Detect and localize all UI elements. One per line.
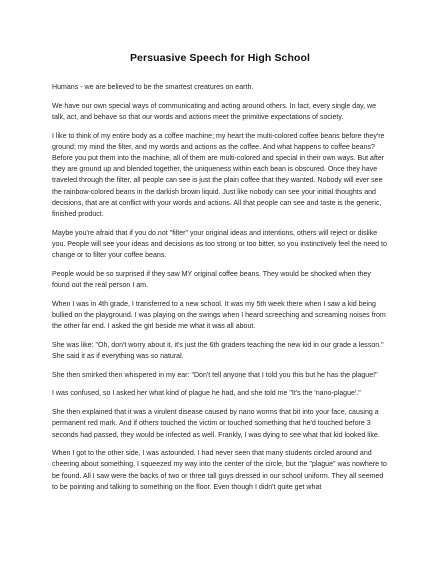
paragraph: People would be so surprised if they saw MY original coffee beans. They would be shocked when they found out the real person I am.	[52, 270, 371, 290]
paragraph: We have our own special ways of communicating and acting around others. In fact, every single day, we talk, act, and behave so that our words and actions meet the primitive expectations of society.	[52, 102, 377, 121]
paragraph: When I was in 4th grade, I transferred to a new school. It was my 5th week there when I saw a kid being bullied on the playground. I was playing on the swings when I heard screeching and screaming noises from the other far end. I asked the girl beside me what it was all about.	[52, 300, 386, 331]
document-title: Persuasive Speech for High School	[129, 52, 311, 64]
paragraph: She then explained that it was a virulent disease caused by nano worms that bit into your face, causing a permanent red mark. And if others touched the victim or touched something that he'd touched before 3 seconds had passed, they would be infected as well. Frankly, I was dying to see what that kid looked like.	[52, 409, 380, 439]
paragraph: She was like: "Oh, don't worry about it, it's just the 6th graders teaching the new kid in our grade a lesson." She said it as if everything was so natural.	[52, 341, 384, 361]
paragraph: She then smirked then whispered in my ear: "Don't tell anyone that I told you this but he has the plague!"	[52, 371, 378, 379]
paragraph: Maybe you're afraid that if you do not "filter" your original ideas and intentions, others will reject or dislike you. People will see your ideas and decisions as too strong or too bitter, so you instinctively feel the need to change or to filter your coffee beans.	[52, 229, 387, 260]
paragraph: I was confused, so I asked her what kind of plague he had, and she told me "It's the 'nano-plague'."	[52, 390, 361, 398]
paragraph: When I got to the other side, I was astounded. I had never seen that many students circled around and cheering about something. I squeezed my way into the center of the circle, but the "plague" was nowhere to be found. All I saw were the backs of two or three tall guys dressed in our school uniform. They all seemed to be pointing and talking to something on the floor. Even though I didn't quite get what	[52, 450, 387, 491]
paragraph: I like to think of my entire body as a coffee machine; my heart the multi-colored coffee beans before they're ground; my mind the filter, and my words and actions as the coffee. And what happens to coffee beans? Before you put them into the machine, all of them are multi-colored and special in their own ways. But after they are ground up and blended together, the uniqueness within each bean is obscured. Once they have traveled through the filter, all people can see is just the plain coffee that they wanted. Nobody will ever see the rainbow-colored beans in the darkish brown liquid. Just like nobody can see your initial thoughts and decisions, that are at conflict with your words and actions. All that people can see and taste is the generic, finished product.	[52, 132, 385, 219]
paragraph: Humans - we are believed to be the smartest creatures on earth.	[52, 84, 254, 91]
